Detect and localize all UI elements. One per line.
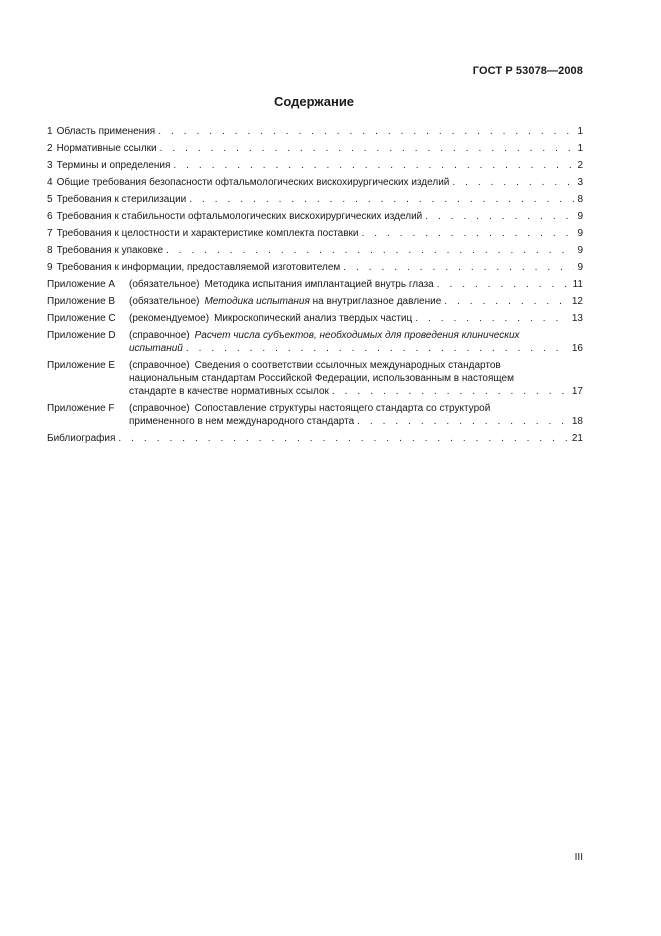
leader-dots: [158, 125, 574, 138]
entry-page: 9: [577, 228, 583, 239]
document-code: ГОСТ Р 53078—2008: [472, 65, 583, 77]
toc-entry-3[interactable]: [47, 159, 583, 172]
appendix-title-line1: Сведения о соответствии ссылочных международных стандартов: [194, 360, 501, 371]
entry-page: 17: [571, 386, 583, 397]
entry-title: Область применения: [56, 126, 156, 137]
toc-appendix-a[interactable]: [47, 278, 583, 291]
toc-entry-9[interactable]: [47, 261, 583, 274]
entry-number: 1: [47, 126, 53, 137]
leader-dots: [332, 385, 569, 398]
entry-number: 5: [47, 194, 53, 205]
appendix-title-line1: Расчет числа субъектов, необходимых для проведения клинических: [194, 330, 520, 341]
toc-entry-7[interactable]: [47, 227, 583, 240]
entry-number: 2: [47, 143, 53, 154]
entry-title: Общие требования безопасности офтальмологических вискохирургических изделий: [56, 177, 450, 188]
leader-dots: [425, 210, 574, 223]
appendix-kind: (обязательное): [129, 279, 200, 290]
entry-page: 21: [571, 433, 583, 444]
entry-number: 4: [47, 177, 53, 188]
appendix-label: Приложение С: [47, 313, 116, 324]
appendix-kind: (обязательное): [129, 296, 200, 307]
entry-number: 8: [47, 245, 53, 256]
entry-page: 16: [571, 343, 583, 354]
entry-page: 9: [577, 211, 583, 222]
entry-page: 18: [571, 416, 583, 427]
entry-page: 11: [572, 279, 583, 290]
appendix-label: Приложение F: [47, 403, 115, 414]
entry-page: 13: [571, 313, 583, 324]
appendix-title-line3: стандарте в качестве нормативных ссылок: [129, 386, 329, 397]
toc-appendix-d[interactable]: [47, 329, 583, 355]
toc-appendix-b[interactable]: [47, 295, 583, 308]
appendix-title: Микроскопический анализ твердых частиц: [214, 313, 413, 324]
toc-entry-8[interactable]: [47, 244, 583, 257]
leader-dots: [160, 142, 575, 155]
appendix-kind: (справочное): [129, 403, 190, 414]
appendix-title-line2: примененного в нем международного стандарта: [129, 416, 355, 427]
appendix-label: Приложение Е: [47, 360, 116, 371]
toc-entry-4[interactable]: [47, 176, 583, 189]
appendix-kind: (рекомендуемое): [129, 313, 210, 324]
entry-number: 6: [47, 211, 53, 222]
leader-dots: [189, 193, 574, 206]
toc-entry-6[interactable]: [47, 210, 583, 223]
toc-appendix-c[interactable]: [47, 312, 583, 325]
leader-dots: [452, 176, 574, 189]
toc-appendix-e[interactable]: [47, 359, 583, 398]
bibliography-title: Библиография: [47, 433, 116, 444]
entry-title: Термины и определения: [56, 160, 171, 171]
appendix-title-rest: на внутриглазное давление: [309, 296, 442, 307]
leader-dots: [173, 159, 574, 172]
appendix-title-line1: Сопоставление структуры настоящего стандарта со структурой: [194, 403, 491, 414]
entry-page: 1: [577, 143, 583, 154]
appendix-title-line2: национальным стандартам Российской Федерации, использованным в настоящем: [129, 373, 514, 384]
leader-dots: [343, 261, 574, 274]
table-of-contents: [47, 125, 583, 449]
appendix-title-italic: Методика испытания: [204, 296, 310, 307]
toc-entry-5[interactable]: [47, 193, 583, 206]
leader-dots: [186, 342, 569, 355]
entry-number: 3: [47, 160, 53, 171]
entry-title: Требования к информации, предоставляемой изготовителем: [56, 262, 341, 273]
entry-page: 9: [577, 262, 583, 273]
leader-dots: [166, 244, 574, 257]
page-number: III: [574, 852, 583, 863]
toc-bibliography[interactable]: [47, 432, 583, 445]
entry-title: Требования к стабильности офтальмологических вискохирургических изделий: [56, 211, 423, 222]
appendix-kind: (справочное): [129, 360, 190, 371]
entry-title: Нормативные ссылки: [56, 143, 157, 154]
leader-dots: [357, 415, 569, 428]
entry-page: 2: [577, 160, 583, 171]
toc-appendix-f[interactable]: [47, 402, 583, 428]
entry-page: 1: [577, 126, 583, 137]
appendix-label: Приложение А: [47, 279, 116, 290]
entry-title: Требования к упаковке: [56, 245, 164, 256]
leader-dots: [415, 312, 569, 325]
leader-dots: [118, 432, 568, 445]
entry-page: 9: [577, 245, 583, 256]
appendix-title-line2: испытаний: [129, 343, 183, 354]
appendix-label: Приложение D: [47, 330, 116, 341]
appendix-kind: (справочное): [129, 330, 190, 341]
appendix-label: Приложение В: [47, 296, 116, 307]
leader-dots: [362, 227, 575, 240]
entry-number: 7: [47, 228, 53, 239]
entry-page: 12: [571, 296, 583, 307]
toc-title: Содержание: [273, 94, 355, 109]
toc-entry-1[interactable]: [47, 125, 583, 138]
entry-title: Требования к стерилизации: [56, 194, 187, 205]
leader-dots: [444, 295, 569, 308]
entry-number: 9: [47, 262, 53, 273]
appendix-title: Методика испытания имплантацией внутрь глаза: [204, 279, 434, 290]
entry-page: 3: [577, 177, 583, 188]
entry-title: Требования к целостности и характеристике комплекта поставки: [56, 228, 359, 239]
leader-dots: [437, 278, 570, 291]
entry-page: 8: [577, 194, 583, 205]
toc-entry-2[interactable]: [47, 142, 583, 155]
